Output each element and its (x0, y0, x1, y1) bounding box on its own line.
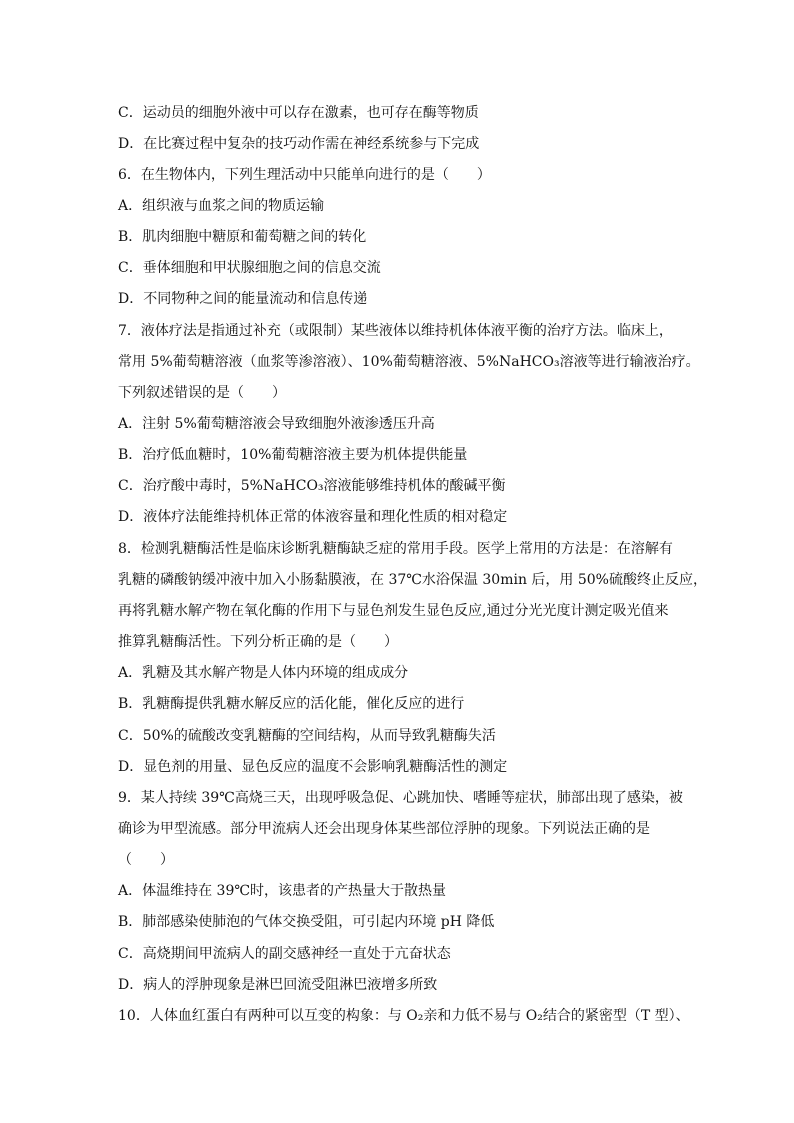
option-9b: B．肺部感染使肺泡的气体交换受阻，可引起内环境 pH 降低 (118, 914, 495, 930)
option-7b: B．治疗低血糖时，10%葡萄糖溶液主要为机体提供能量 (118, 447, 468, 463)
option-8a: A．乳糖及其水解产物是人体内环境的组成成分 (118, 665, 409, 681)
option-7a: A．注射 5%葡萄糖溶液会导致细胞外液渗透压升高 (118, 416, 435, 432)
option-8d: D．显色剂的用量、显色反应的温度不会影响乳糖酶活性的测定 (118, 759, 508, 775)
question-6-stem: 6．在生物体内，下列生理活动中只能单向进行的是（ ） (118, 167, 491, 183)
question-8-stem-line-3: 再将乳糖水解产物在氧化酶的作用下与显色剂发生显色反应,通过分光光度计测定吸光值来 (118, 603, 669, 619)
option-8c: C．50%的硫酸改变乳糖酶的空间结构，从而导致乳糖酶失活 (118, 728, 496, 744)
option-5c: C．运动员的细胞外液中可以存在激素，也可存在酶等物质 (118, 105, 479, 121)
option-6a: A．组织液与血浆之间的物质运输 (118, 198, 325, 214)
option-9d: D．病人的浮肿现象是淋巴回流受阻淋巴液增多所致 (118, 977, 438, 993)
option-8b: B．乳糖酶提供乳糖水解反应的活化能，催化反应的进行 (118, 696, 465, 712)
question-9-stem-line-2: 确诊为甲型流感。部分甲流病人还会出现身体某些部位浮肿的现象。下列说法正确的是 (118, 821, 650, 837)
option-6b: B．肌肉细胞中糖原和葡萄糖之间的转化 (118, 229, 367, 245)
question-8-stem-line-2: 乳糖的磷酸钠缓冲液中加入小肠黏膜液，在 37℃水浴保温 30min 后，用 50%硫酸终止反应， (118, 572, 707, 588)
question-9-stem-line-1: 9．某人持续 39℃高烧三天，出现呼吸急促、心跳加快、嗜睡等症状，肺部出现了感染，被 (118, 790, 683, 806)
question-8-stem-line-1: 8．检测乳糖酶活性是临床诊断乳糖酶缺乏症的常用手段。医学上常用的方法是：在溶解有 (118, 541, 673, 557)
option-5d: D．在比赛过程中复杂的技巧动作需在神经系统参与下完成 (118, 136, 480, 152)
option-7c: C．治疗酸中毒时，5%NaHCO₃溶液能够维持机体的酸碱平衡 (118, 478, 506, 494)
question-7-stem-line-3: 下列叙述错误的是（ ） (118, 385, 286, 401)
question-9-stem-line-3: （ ） (118, 852, 174, 868)
question-10-stem-line-1: 10．人体血红蛋白有两种可以互变的构象：与 O₂亲和力低不易与 O₂结合的紧密型（T 型）、 (118, 1008, 690, 1024)
option-9c: C．高烧期间甲流病人的副交感神经一直处于亢奋状态 (118, 946, 451, 962)
question-7-stem-line-1: 7．液体疗法是指通过补充（或限制）某些液体以维持机体体液平衡的治疗方法。临床上， (118, 323, 673, 339)
option-7d: D．液体疗法能维持机体正常的体液容量和理化性质的相对稳定 (118, 509, 508, 525)
question-7-stem-line-2: 常用 5%葡萄糖溶液（血浆等渗溶液）、10%葡萄糖溶液、5%NaHCO₃溶液等进行输液治疗。 (118, 354, 700, 370)
option-6c: C．垂体细胞和甲状腺细胞之间的信息交流 (118, 260, 381, 276)
option-6d: D．不同物种之间的能量流动和信息传递 (118, 291, 368, 307)
question-8-stem-line-4: 推算乳糖酶活性。下列分析正确的是（ ） (118, 634, 398, 650)
option-9a: A．体温维持在 39℃时，该患者的产热量大于散热量 (118, 883, 447, 899)
